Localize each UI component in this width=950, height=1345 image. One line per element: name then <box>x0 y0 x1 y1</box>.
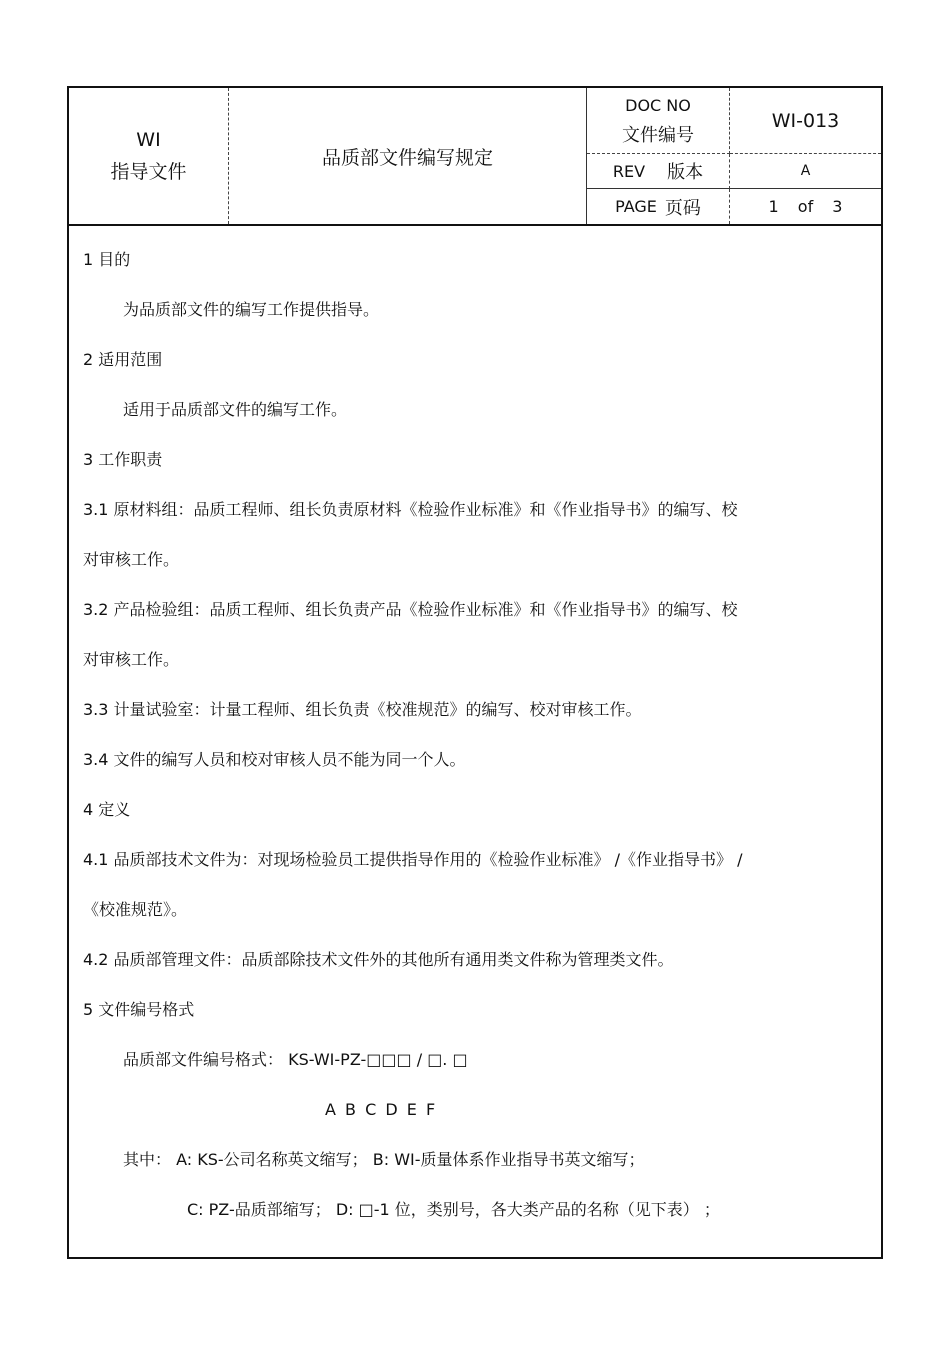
format-letters: A B C D E F <box>325 1100 436 1119</box>
page-label-cn: 页码 <box>664 197 701 219</box>
document-title: 品质部文件编写规定 <box>321 146 493 169</box>
item-4-1-line-1: 4.1 品质部技术文件为：对现场检验员工提供指导作用的《检验作业标准》 /《作业指导书》 / <box>83 850 743 869</box>
doc-no-value-cell <box>730 88 881 154</box>
rev-label-en: REV <box>612 161 646 181</box>
item-3-1-line-2: 对审核工作。 <box>83 550 180 569</box>
document-title-cell <box>229 88 587 224</box>
item-3-4: 3.4 文件的编写人员和校对审核人员不能为同一个人。 <box>83 750 466 769</box>
item-3-2-line-2: 对审核工作。 <box>83 650 180 669</box>
rev-value: A <box>800 163 811 179</box>
rev-value-cell <box>730 154 881 189</box>
rev-label-cn: 版本 <box>667 162 704 183</box>
doc-no-label-en: DOC NO <box>625 95 691 115</box>
section-1-text: 为品质部文件的编写工作提供指导。 <box>123 300 380 319</box>
doc-no-label-cell <box>587 88 730 154</box>
item-3-3: 3.3 计量试验室：计量工程师、组长负责《校准规范》的编写、校对审核工作。 <box>83 700 642 719</box>
section-4-heading: 4 定义 <box>83 800 131 819</box>
section-5-heading: 5 文件编号格式 <box>83 1000 195 1019</box>
page-value: 1 of 3 <box>768 197 843 216</box>
numbering-format: 品质部文件编号格式： KS-WI-PZ-□□□ / □. □ <box>123 1050 468 1069</box>
section-2-text: 适用于品质部文件的编写工作。 <box>123 400 348 419</box>
doc-type-en: WI <box>136 129 161 151</box>
page-value-cell <box>730 189 881 224</box>
format-explanation-1: 其中： A: KS-公司名称英文缩写； B: WI-质量体系作业指导书英文缩写； <box>123 1150 645 1169</box>
doc-no-value: WI-013 <box>771 109 840 132</box>
page-label-cell <box>587 189 730 224</box>
rev-label-cell <box>587 154 730 189</box>
section-1-heading: 1 目的 <box>83 250 131 269</box>
item-4-1-line-2: 《校准规范》。 <box>83 900 188 919</box>
item-3-2-line-1: 3.2 产品检验组：品质工程师、组长负责产品《检验作业标准》和《作业指导书》的编写、校 <box>83 600 738 619</box>
section-3-heading: 3 工作职责 <box>83 450 163 469</box>
page-label-en: PAGE <box>615 197 657 216</box>
doc-type-cell <box>69 88 229 224</box>
item-3-1-line-1: 3.1 原材料组：品质工程师、组长负责原材料《检验作业标准》和《作业指导书》的编写、校 <box>83 500 738 519</box>
document-header <box>69 88 881 226</box>
item-4-2: 4.2 品质部管理文件：品质部除技术文件外的其他所有通用类文件称为管理类文件。 <box>83 950 674 969</box>
format-explanation-2: C: PZ-品质部缩写； D: □-1 位，类别号，各大类产品的名称（见下表） ； <box>187 1200 720 1219</box>
doc-no-label-cn: 文件编号 <box>622 124 694 146</box>
section-2-heading: 2 适用范围 <box>83 350 163 369</box>
doc-type-cn: 指导文件 <box>110 161 187 183</box>
document-frame <box>67 86 883 1259</box>
